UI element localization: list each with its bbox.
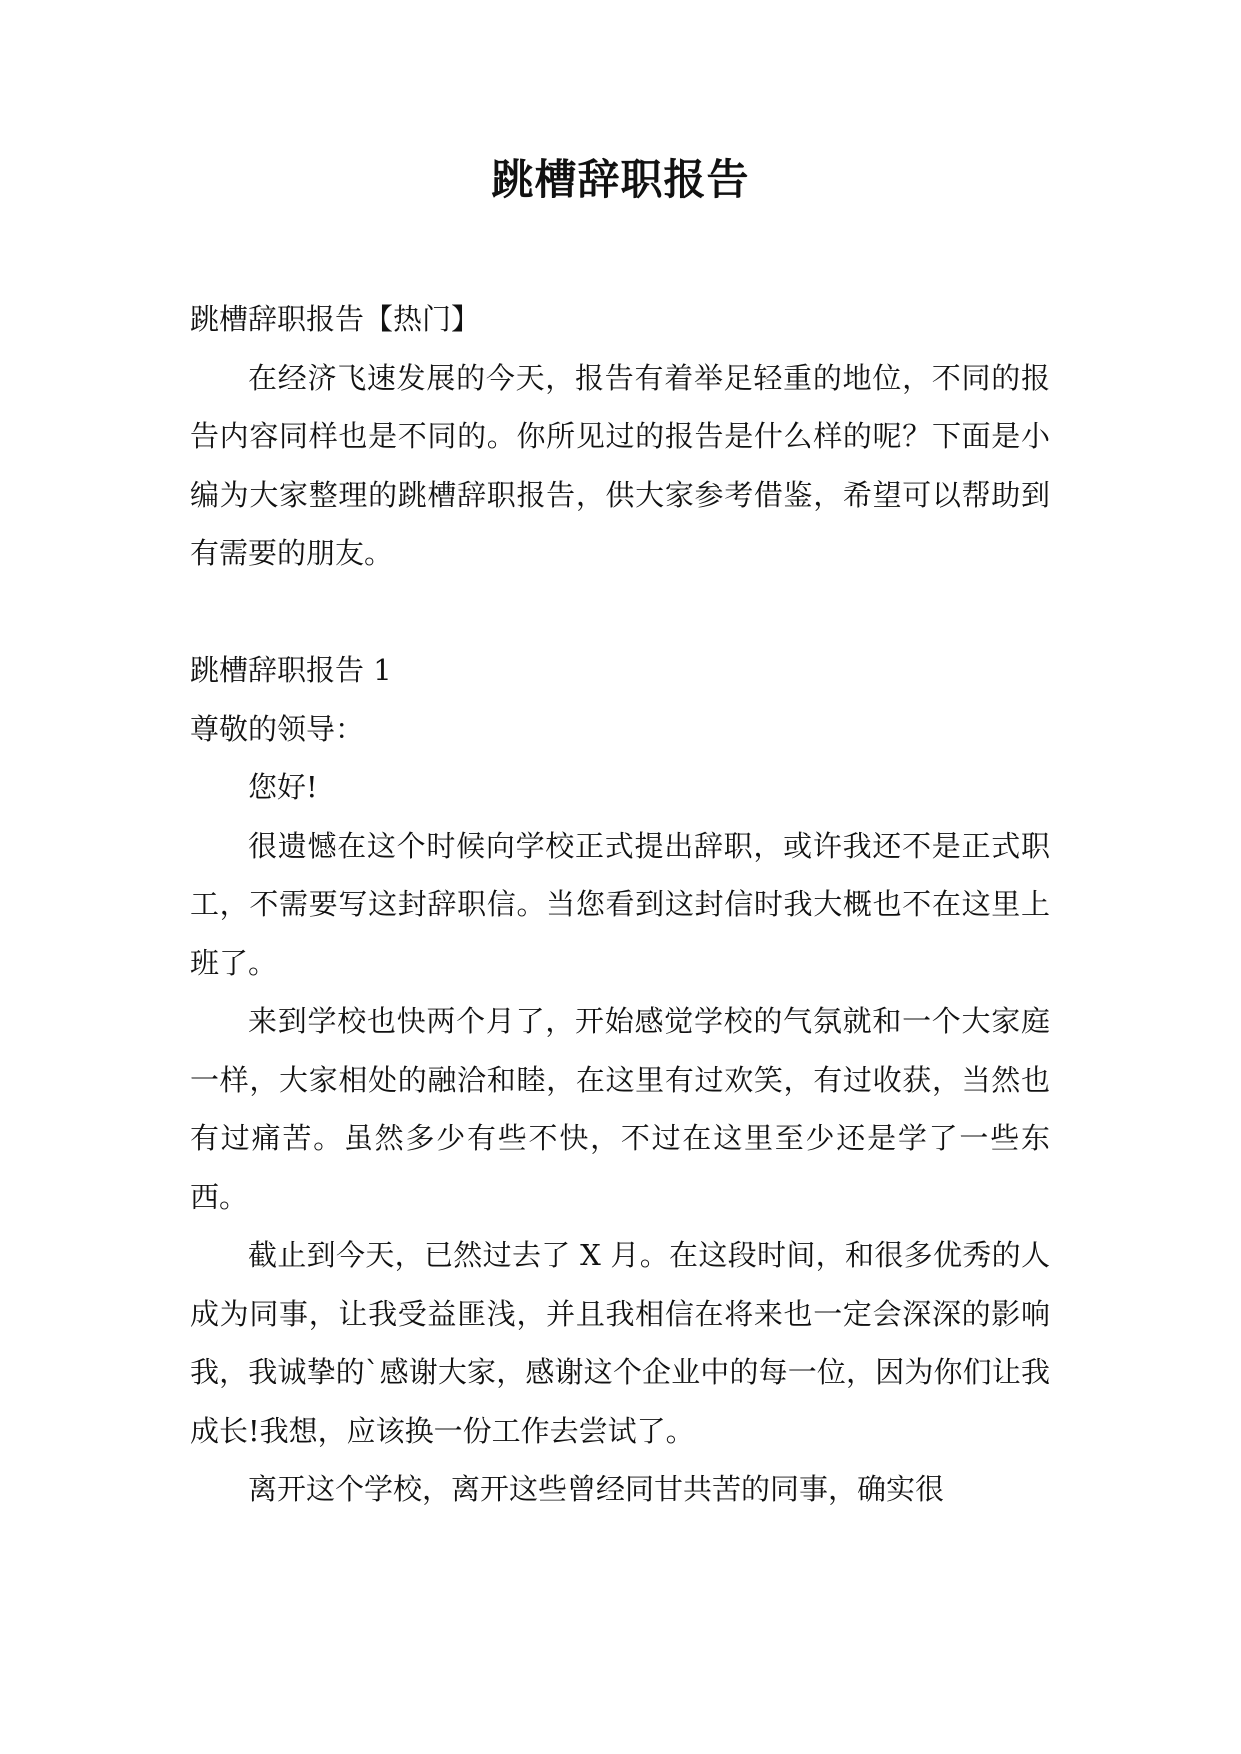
document-subtitle: 跳槽辞职报告【热门】 <box>190 302 481 336</box>
blank-line <box>190 583 1050 642</box>
body-paragraph: 很遗憾在这个时候向学校正式提出辞职，或许我还不是正式职工，不需要写这封辞职信。当您看到这封信时我大概也不在这里上班了。 <box>190 828 1050 980</box>
document-title: 跳槽辞职报告 <box>491 155 750 204</box>
greeting: 您好! <box>248 770 318 804</box>
body-paragraph: 离开这个学校，离开这些曾经同甘共苦的同事，确实很 <box>248 1472 945 1506</box>
body-paragraph: 截止到今天，已然过去了 X 月。在这段时间，和很多优秀的人成为同事，让我受益匪浅，并且我相信在将来也一定会深深的影响我，我诚挚的`感谢大家，感谢这个企业中的每一位，因为你们让我成长!我想，应该换一份工作去尝试了。 <box>190 1238 1050 1448</box>
document-body <box>190 290 1050 1519</box>
salutation: 尊敬的领导： <box>190 711 365 746</box>
body-paragraph: 来到学校也快两个月了，开始感觉学校的气氛就和一个大家庭一样，大家相处的融洽和睦，在这里有过欢笑，有过收获，当然也有过痛苦。虽然多少有些不快，不过在这里至少还是学了一些东西。 <box>190 1004 1050 1214</box>
section-title: 跳槽辞职报告 1 <box>190 653 392 687</box>
intro-paragraph: 在经济飞速发展的今天，报告有着举足轻重的地位，不同的报告内容同样也是不同的。你所见过的报告是什么样的呢？下面是小编为大家整理的跳槽辞职报告，供大家参考借鉴，希望可以帮助到有需要的朋友。 <box>190 360 1050 570</box>
